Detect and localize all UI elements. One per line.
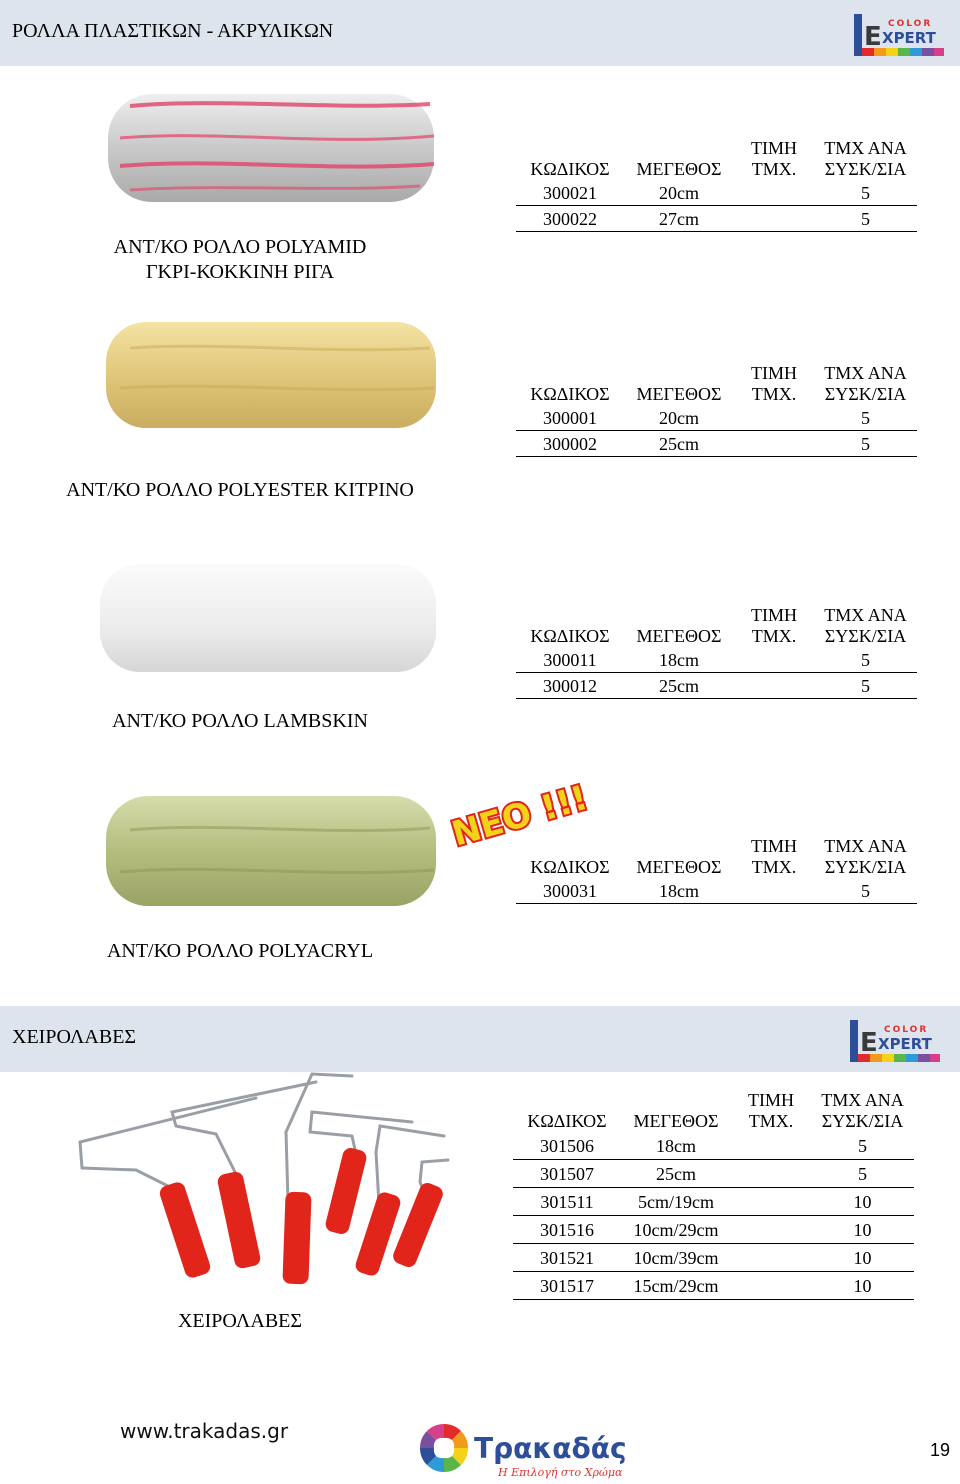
product-name-lambskin: ΑΝΤ/ΚΟ ΡΟΛΛΟ LAMBSKIN xyxy=(112,710,368,732)
product-name-polyamid: ΑΝΤ/ΚΟ ΡΟΛΛΟ POLYAMID ΓΚΡΙ-ΚΟΚΚΙΝΗ ΡΙΓΑ xyxy=(113,236,367,283)
table-row: 300011 18cm 5 xyxy=(516,647,917,673)
section-title: ΧΕΙΡΟΛΑΒΕΣ xyxy=(12,1026,137,1048)
handles-image xyxy=(76,1072,460,1290)
table-row: 300002 25cm 5 xyxy=(516,431,917,457)
table-row: 300012 25cm 5 xyxy=(516,673,917,699)
trakadas-logo xyxy=(418,1420,627,1480)
new-badge xyxy=(442,770,593,855)
color-expert-logo xyxy=(848,1018,944,1064)
website-link[interactable]: www.trakadas.gr xyxy=(120,1419,289,1443)
section-title: ΡΟΛΛΑ ΠΛΑΣΤΙΚΩΝ - ΑΚΡΥΛΙΚΩΝ xyxy=(12,20,334,42)
table-row: 301516 10cm/29cm 10 xyxy=(513,1216,914,1244)
table-header-row: ΚΩΔΙΚΟΣ ΜΕΓΕΘΟΣ ΤΙΜΗ ΤΜΧ. ΤΜΧ ΑΝΑ ΣΥΣΚ/ΣΙΑ xyxy=(530,138,907,179)
svg-text:XPERT: XPERT xyxy=(882,29,936,47)
svg-text:E: E xyxy=(860,1028,878,1058)
table-header-row: ΚΩΔΙΚΟΣ ΜΕΓΕΘΟΣ ΤΙΜΗ ΤΜΧ. ΤΜΧ ΑΝΑ ΣΥΣΚ/ΣΙΑ xyxy=(527,1090,904,1131)
table-row: 301517 15cm/29cm 10 xyxy=(513,1272,914,1300)
table-row: 300031 18cm 5 xyxy=(516,878,917,904)
product-name-polyester: ΑΝΤ/ΚΟ ΡΟΛΛΟ POLYESTER ΚΙΤΡΙΝΟ xyxy=(66,479,414,501)
table-row: 300001 20cm 5 xyxy=(516,405,917,431)
roller-polyamid-image xyxy=(100,88,442,210)
color-expert-logo xyxy=(852,12,948,58)
product-name-handles: ΧΕΙΡΟΛΑΒΕΣ xyxy=(177,1310,303,1332)
product-name-polyacryl: ΑΝΤ/ΚΟ ΡΟΛΛΟ POLYACRYL xyxy=(106,940,374,962)
table-row: 300022 27cm 5 xyxy=(516,206,917,232)
spec-table-polyester xyxy=(516,361,917,457)
section-header-rollers xyxy=(0,0,960,66)
table-row: 301507 25cm 5 xyxy=(513,1160,914,1188)
table-row: 301511 5cm/19cm 10 xyxy=(513,1188,914,1216)
svg-text:XPERT: XPERT xyxy=(878,1035,932,1053)
page-number: 19 xyxy=(930,1440,951,1460)
table-row: 301506 18cm 5 xyxy=(513,1132,914,1160)
svg-text:Η Επιλογή στο Χρώμα: Η Επιλογή στο Χρώμα xyxy=(498,1466,623,1479)
roller-polyacryl-image xyxy=(100,790,442,912)
spec-table-handles xyxy=(513,1088,914,1300)
svg-text:ΝΕΟ !!!: ΝΕΟ !!! xyxy=(447,777,593,855)
spec-table-polyacryl xyxy=(516,834,917,904)
table-header-row: ΚΩΔΙΚΟΣ ΜΕΓΕΘΟΣ ΤΙΜΗ ΤΜΧ. ΤΜΧ ΑΝΑ ΣΥΣΚ/ΣΙΑ xyxy=(530,605,907,646)
svg-text:Τρακαδάς: Τρακαδάς xyxy=(474,1432,627,1465)
section-header-handles xyxy=(0,1006,960,1072)
svg-text:COLOR: COLOR xyxy=(884,1025,929,1035)
spec-table-lambskin xyxy=(516,603,917,699)
table-row: 300021 20cm 5 xyxy=(516,180,917,206)
table-row: 301521 10cm/39cm 10 xyxy=(513,1244,914,1272)
spec-table-polyamid xyxy=(516,136,917,232)
svg-text:E: E xyxy=(864,22,882,52)
roller-polyester-image xyxy=(100,318,442,434)
roller-lambskin-image xyxy=(94,560,442,678)
table-header-row: ΚΩΔΙΚΟΣ ΜΕΓΕΘΟΣ ΤΙΜΗ ΤΜΧ. ΤΜΧ ΑΝΑ ΣΥΣΚ/ΣΙΑ xyxy=(530,836,907,877)
table-header-row: ΚΩΔΙΚΟΣ ΜΕΓΕΘΟΣ ΤΙΜΗ ΤΜΧ. ΤΜΧ ΑΝΑ ΣΥΣΚ/ΣΙΑ xyxy=(530,363,907,404)
svg-text:COLOR: COLOR xyxy=(888,19,933,29)
